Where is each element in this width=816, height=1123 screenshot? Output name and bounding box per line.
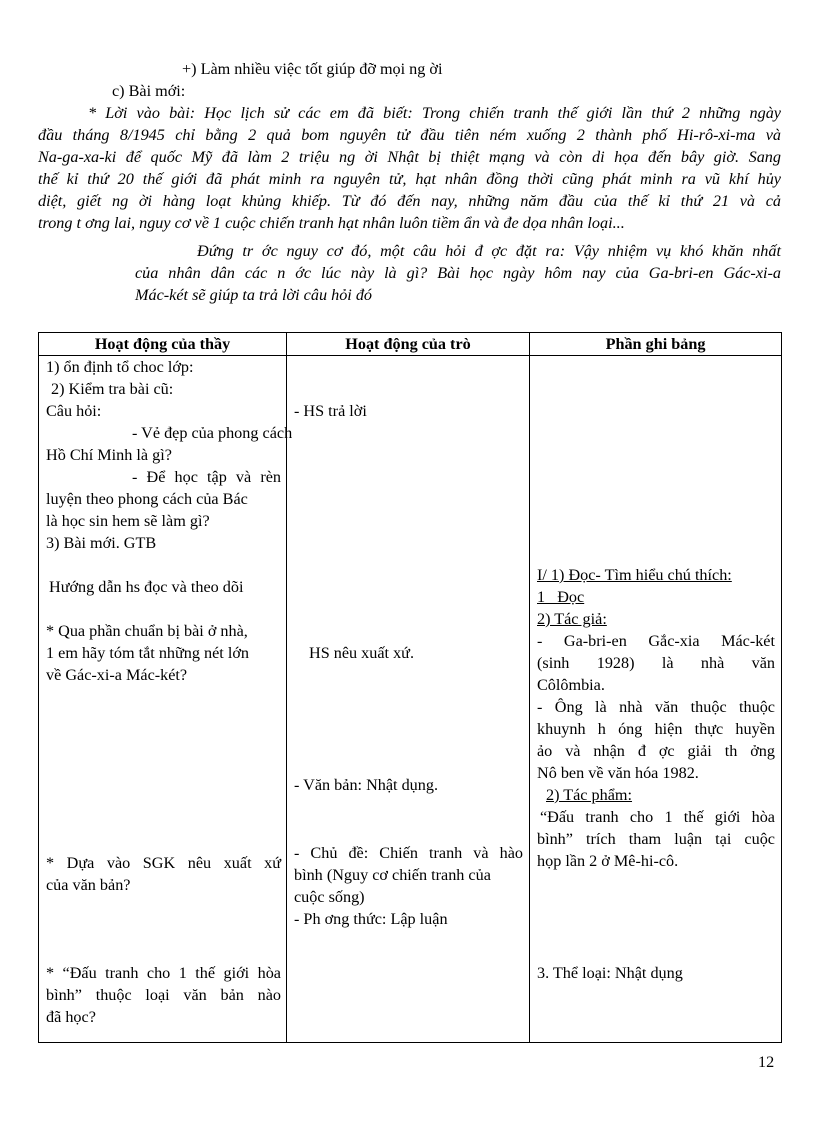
page-number: 12: [758, 1053, 775, 1071]
board-line: - Ông là nhà văn thuộc thuộc: [537, 698, 775, 716]
board-line: họp lần 2 ở Mê-hi-cô.: [537, 852, 679, 870]
intro-bullet: +) Làm nhiều việc tốt giúp đỡ mọi ng ời: [182, 60, 443, 78]
teacher-line: * “Đấu tranh cho 1 thế giới hòa: [46, 964, 281, 982]
header-teacher: Hoạt động của thầy: [39, 333, 287, 356]
intro-paragraph-line: Na-ga-xa-ki để quốc Mỹ đã làm 2 triệu ng ời Nhật bị thiệt mạng và còn di họa đến bây giờ. Sang: [38, 148, 781, 166]
student-column: [287, 356, 530, 1043]
student-line: - Chủ đề: Chiến tranh và hào: [294, 844, 523, 862]
teacher-line: 1 em hãy tóm tắt những nét lớn: [46, 644, 250, 662]
board-column: [530, 356, 782, 1043]
intro-paragraph-line: trong t ơng lai, nguy cơ về 1 cuộc chiến tranh hạt nhân luôn tiềm ẩn và đe dọa nhân loại...: [38, 214, 625, 232]
student-line: bình (Nguy cơ chiến tranh của: [294, 866, 491, 884]
header-student: Hoạt động của trò: [287, 333, 530, 356]
section-c-heading: c) Bài mới:: [112, 82, 186, 100]
teacher-line: Câu hỏi:: [46, 402, 102, 420]
teacher-line: 1) ổn định tổ choc lớp:: [46, 358, 194, 376]
teacher-line: luyện theo phong cách của Bác: [46, 490, 248, 508]
board-line: 2) Tác giả:: [537, 610, 607, 628]
teacher-line: - Vẻ đẹp của phong cách: [132, 424, 293, 442]
teacher-line: đã học?: [46, 1008, 96, 1026]
intro-paragraph-line: diệt, giết ng ời hàng loạt khủng khiếp. Từ đó đến nay, những năm đầu của thế kỉ thứ 21 và cả: [38, 192, 781, 210]
board-line: bình” trích tham luận tại cuộc: [537, 830, 775, 848]
student-line: - Văn bản: Nhật dụng.: [294, 776, 439, 794]
board-line: 1_ Đọc: [537, 588, 585, 606]
board-line: khuynh h óng hiện thực huyền: [537, 720, 775, 738]
board-line: 3. Thể loại: Nhật dụng: [537, 964, 683, 982]
intro-question-line: Mác-két sẽ giúp ta trả lời câu hỏi đó: [135, 286, 373, 304]
teacher-line: 2) Kiểm tra bài cũ:: [51, 380, 174, 398]
board-line: 2) Tác phẩm:: [546, 786, 633, 804]
student-line: HS nêu xuất xứ.: [309, 644, 414, 662]
student-line: - HS trả lời: [294, 402, 367, 420]
board-line: (sinh 1928) là nhà văn: [537, 654, 775, 672]
intro-paragraph-line: thế kỉ thứ 20 thế giới đã phát minh ra nguyên tử, hạt nhân đồng thời cũng phát minh ra vũ khí hủy: [38, 170, 781, 188]
teacher-line: là học sin hem sẽ làm gì?: [46, 512, 210, 530]
student-line: cuộc sống): [294, 888, 365, 906]
teacher-column: [39, 356, 293, 1043]
intro-question-line: của nhân dân các n ớc lúc này là gì? Bài học ngày hôm nay của Ga-bri-en Gác-xi-a: [135, 264, 781, 282]
board-line: - Ga-bri-en Gắc-xia Mác-két: [537, 632, 775, 650]
lesson-table: [38, 332, 782, 1043]
teacher-line: * Qua phần chuẩn bị bài ở nhà,: [46, 622, 248, 640]
table-header-row: [39, 333, 782, 356]
board-line: Côlômbia.: [537, 676, 605, 694]
header-board: Phần ghi bảng: [530, 333, 782, 356]
teacher-line: về Gác-xi-a Mác-két?: [46, 666, 188, 684]
student-line: - Ph ơng thức: Lập luận: [294, 910, 448, 928]
intro-paragraph-line: * Lời vào bài: Học lịch sử các em đã biết: Trong chiến tranh thế giới lần thứ 2 những ngày: [88, 104, 781, 122]
board-line: “Đấu tranh cho 1 thế giới hòa: [540, 808, 775, 826]
intro-paragraph-line: đầu tháng 8/1945 chỉ bằng 2 quả bom nguyên tử đầu tiên ném xuống 2 thành phố Hi-rô-xi-ma và: [38, 126, 781, 144]
board-line: I/ 1) Đọc- Tìm hiểu chú thích:: [537, 566, 732, 584]
teacher-line: 3) Bài mới. GTB: [46, 534, 157, 552]
teacher-line: - Để học tập và rèn: [132, 468, 281, 486]
table-body-row: [39, 356, 782, 1043]
board-line: ảo và nhận đ ợc giải th ởng: [537, 742, 775, 760]
intro-question-line: Đứng tr ớc nguy cơ đó, một câu hỏi đ ợc đặt ra: Vậy nhiệm vụ khó khăn nhất: [197, 242, 781, 260]
teacher-line: Hồ Chí Minh là gì?: [46, 446, 172, 464]
teacher-line: bình” thuộc loại văn bản nào: [46, 986, 281, 1004]
teacher-line: Hướng dẫn hs đọc và theo dõi: [49, 578, 244, 596]
board-line: Nô ben về văn hóa 1982.: [537, 764, 699, 782]
teacher-line: * Dựa vào SGK nêu xuất xứ: [46, 854, 281, 872]
teacher-line: của văn bản?: [46, 876, 131, 894]
